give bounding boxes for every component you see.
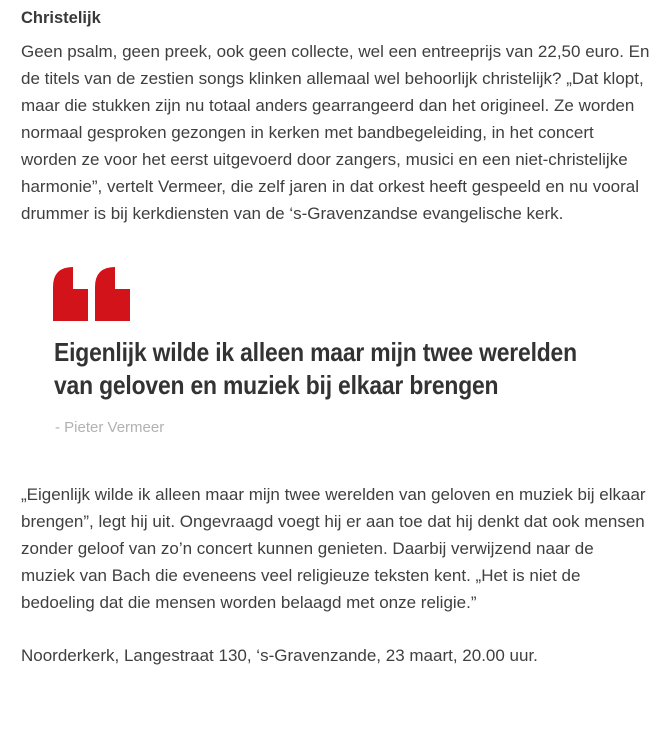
pullquote-text: Eigenlijk wilde ik alleen maar mijn twee werelden van geloven en muziek bij elkaar brengen [54,337,577,400]
paragraph: Geen psalm, geen preek, ook geen collecte, wel een entreeprijs van 22,50 euro. En de titels van de zestien songs klinken allemaal wel behoorlijk christelijk? „Dat klopt, maar die stukken zijn nu totaal anders gearrangeerd dan het origineel. Ze worden normaal gesproken gezongen in kerken met bandbegeleiding, in het concert worden ze voor het eerst uitgevoerd door zangers, musici en een niet-christelijke harmonie”, vertelt Vermeer, die zelf jaren in dat orkest heeft gespeeld en nu vooral drummer is bij kerkdiensten van de ‘s-Gravenzandse evangelische kerk. [21,42,650,223]
quote-marks-icon [53,267,650,321]
pullquote-block [52,267,650,437]
section-heading: Christelijk [21,9,101,27]
venue-info-line: Noorderkerk, Langestraat 130, ‘s-Gravenzande, 23 maart, 20.00 uur. [21,646,538,665]
paragraph: „Eigenlijk wilde ik alleen maar mijn twee werelden van geloven en muziek bij elkaar brengen”, legt hij uit. Ongevraagd voegt hij er aan toe dat hij denkt dat ook mensen zonder geloof van zo’n concert kunnen genieten. Daarbij verwijzend naar de muziek van Bach die eveneens veel religieuze teksten kent. „Het is niet de bedoeling dat die mensen worden belaagd met onze religie.” [21,485,646,612]
pullquote-attribution: - Pieter Vermeer [55,419,165,436]
